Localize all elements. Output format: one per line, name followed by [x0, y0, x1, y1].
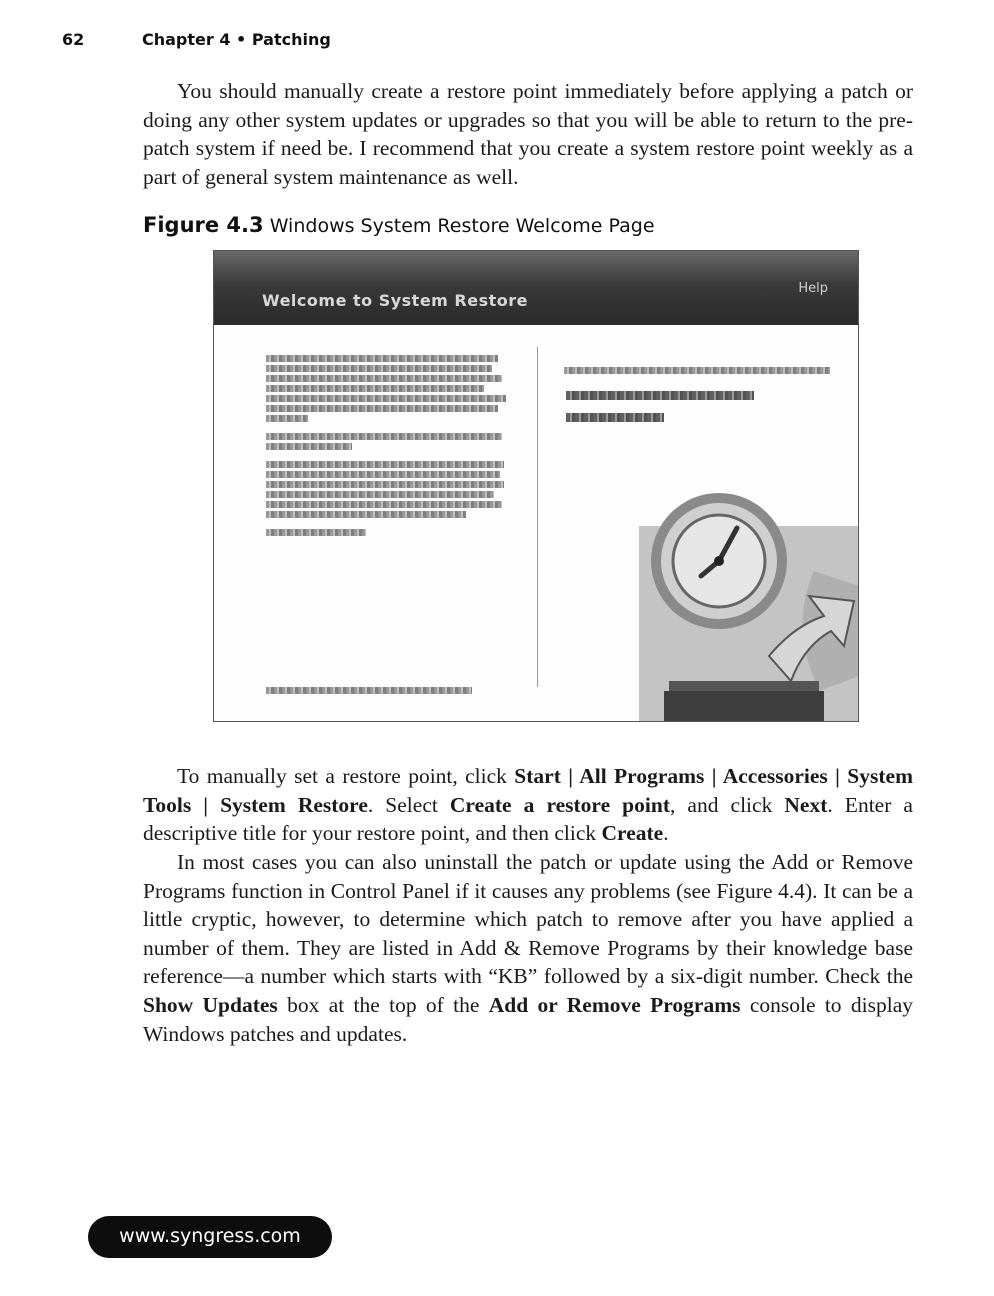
text-run: . Enter a descriptive title for your restore point, and then click	[143, 792, 913, 846]
menu-all-programs: All Programs	[579, 764, 705, 788]
window-header	[214, 251, 858, 325]
help-link: Help	[798, 281, 828, 296]
page-number: 62	[62, 30, 85, 49]
text-run: , and click	[670, 792, 785, 817]
running-header	[62, 30, 331, 49]
button-create: Create	[601, 821, 664, 846]
chapter-title: Chapter 4 • Patching	[142, 30, 331, 49]
menu-start: Start	[514, 764, 561, 788]
menu-system-restore: System Restore	[220, 792, 368, 817]
paragraph-manual-restore-steps	[143, 762, 913, 848]
panel-divider	[537, 347, 538, 687]
footer-url: www.syngress.com	[119, 1225, 301, 1247]
menu-separator: |	[560, 764, 580, 788]
console-add-remove-programs: Add or Remove Programs	[488, 992, 741, 1017]
menu-separator: |	[191, 792, 221, 817]
window-title: Welcome to System Restore	[262, 291, 528, 310]
option-show-updates: Show Updates	[143, 992, 278, 1017]
menu-separator: |	[827, 764, 848, 788]
text-run: To manually set a restore point, click	[177, 764, 515, 788]
system-restore-screenshot	[213, 250, 859, 722]
menu-system-tools: System Tools	[143, 764, 913, 817]
footer-url-badge	[88, 1214, 334, 1260]
figure-label: Figure 4.3	[143, 213, 264, 237]
restore-clock-icon	[619, 476, 859, 721]
paragraph-restore-point-intro	[143, 77, 913, 191]
paragraph-uninstall-patches	[143, 848, 913, 1048]
text-run: In most cases you can also uninstall the patch or update using the Add or Remove Programs function in Control Panel if it causes any problems (see Figure 4.4). It can be a little cryptic, however, to determine which patch to remove after you have applied a number of them. They are listed in Add & Remove Programs by their knowledge base reference—a number which starts with “KB” followed by a six-digit number. Check the	[143, 850, 913, 989]
option-create-restore-point: Create a restore point	[449, 792, 670, 817]
text-run: console to display Windows patches and updates.	[143, 992, 913, 1046]
menu-accessories: Accessories	[722, 764, 828, 788]
text-run: box at the top of the	[277, 992, 489, 1017]
figure-caption	[143, 213, 655, 237]
text-run: . Select	[367, 792, 450, 817]
text-run: .	[663, 821, 669, 846]
button-next: Next	[784, 792, 828, 817]
figure-title: Windows System Restore Welcome Page	[269, 215, 655, 237]
menu-separator: |	[704, 764, 723, 788]
paragraph-text: You should manually create a restore point immediately before applying a patch or doing any other system updates or upgrades so that you will be able to return to the pre-patch system if need be. I recommend that you create a system restore point weekly as a part of general system maintenance as well.	[143, 79, 913, 189]
